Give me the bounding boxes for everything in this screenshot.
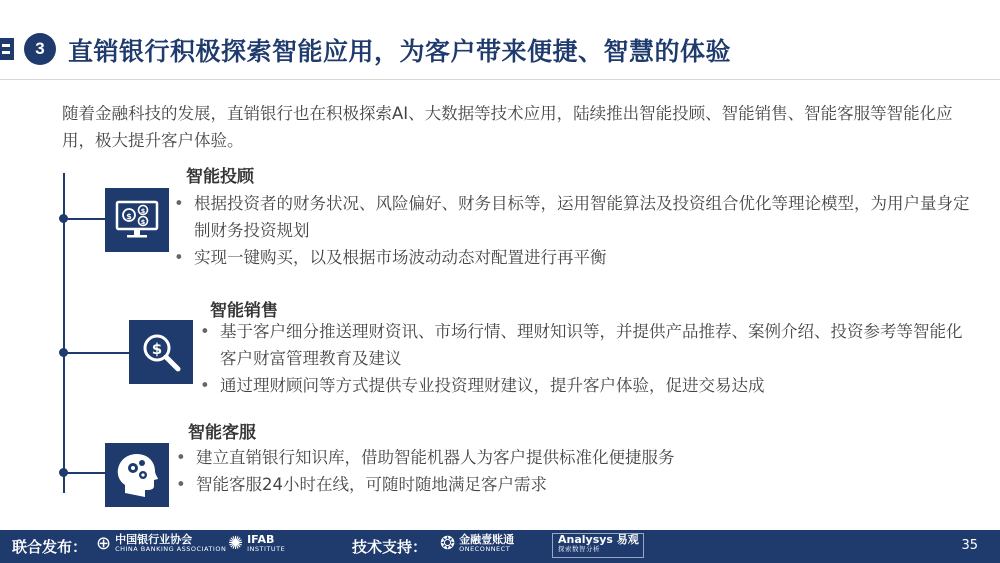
slide-title: 直销银行积极探索智能应用，为客户带来便捷、智慧的体验 bbox=[68, 37, 732, 66]
cba-logo bbox=[96, 534, 226, 553]
org-name: 金融壹账通 bbox=[459, 533, 515, 546]
bullet-item: • 智能客服24小时在线，可随时随地满足客户需求 bbox=[172, 471, 972, 498]
ifab-logo bbox=[228, 534, 285, 553]
ifab-emblem-icon: ✺ bbox=[228, 532, 244, 554]
section-bullets bbox=[172, 444, 972, 498]
org-subtitle: 探索数智分析 bbox=[558, 545, 600, 554]
org-name: Analysys 易观 bbox=[558, 533, 639, 546]
section-title-robo-advisor: 智能投顾 bbox=[186, 167, 254, 187]
section-title-smart-sales: 智能销售 bbox=[210, 301, 278, 321]
header-divider bbox=[0, 79, 1000, 80]
bullet-item: • 实现一键购买，以及根据市场波动动态对配置进行再平衡 bbox=[170, 244, 970, 271]
section-title-smart-service: 智能客服 bbox=[188, 423, 256, 443]
page-number: 35 bbox=[961, 538, 978, 553]
cba-emblem-icon: ⊕ bbox=[96, 532, 112, 554]
monitor-dollar-icon bbox=[105, 188, 169, 252]
org-name: 中国银行业协会 bbox=[115, 533, 193, 546]
svg-text:$: $ bbox=[126, 212, 132, 221]
bullet-item: • 根据投资者的财务状况、风险偏好、财务目标等，运用智能算法及投资组合优化等理论模型，为用户量身定制财务投资规划 bbox=[170, 190, 970, 244]
org-subtitle: CHINA BANKING ASSOCIATION bbox=[115, 545, 227, 554]
magnifier-dollar-icon bbox=[129, 320, 193, 384]
oneconnect-logo bbox=[440, 534, 514, 553]
analysys-logo bbox=[558, 534, 639, 553]
oneconnect-emblem-icon: ❂ bbox=[440, 532, 456, 554]
tech-support-label: 技术支持： bbox=[352, 538, 428, 556]
svg-text:$: $ bbox=[140, 218, 146, 226]
joint-release-label: 联合发布： bbox=[12, 538, 88, 556]
svg-text:$: $ bbox=[140, 207, 146, 215]
bullet-item: • 建立直销银行知识库，借助智能机器人为客户提供标准化便捷服务 bbox=[172, 444, 972, 471]
bullet-item: • 基于客户细分推送理财资讯、市场行情、理财知识等，并提供产品推荐、案例介绍、投资参考等智能化客户财富管理教育及建议 bbox=[196, 318, 976, 372]
org-subtitle: ONECONNECT bbox=[459, 545, 511, 554]
bullet-item: • 通过理财顾问等方式提供专业投资理财建议，提升客户体验，促进交易达成 bbox=[196, 372, 976, 399]
timeline-connector bbox=[64, 472, 106, 474]
timeline-connector bbox=[64, 218, 106, 220]
section-bullets bbox=[196, 318, 976, 399]
head-gears-icon bbox=[105, 443, 169, 507]
org-name: IFAB bbox=[247, 533, 275, 546]
menu-bar-icon bbox=[0, 38, 14, 60]
svg-text:$: $ bbox=[151, 340, 163, 358]
section-number-badge: 3 bbox=[24, 33, 56, 65]
section-bullets bbox=[170, 190, 970, 271]
intro-paragraph: 随着金融科技的发展，直销银行也在积极探索AI、大数据等技术应用，陆续推出智能投顾、智能销售、智能客服等智能化应用，极大提升客户体验。 bbox=[62, 104, 953, 150]
slide-header bbox=[0, 28, 1000, 74]
timeline-connector bbox=[64, 352, 130, 354]
org-subtitle: INSTITUTE bbox=[247, 545, 286, 554]
footer-bar bbox=[0, 530, 1000, 563]
